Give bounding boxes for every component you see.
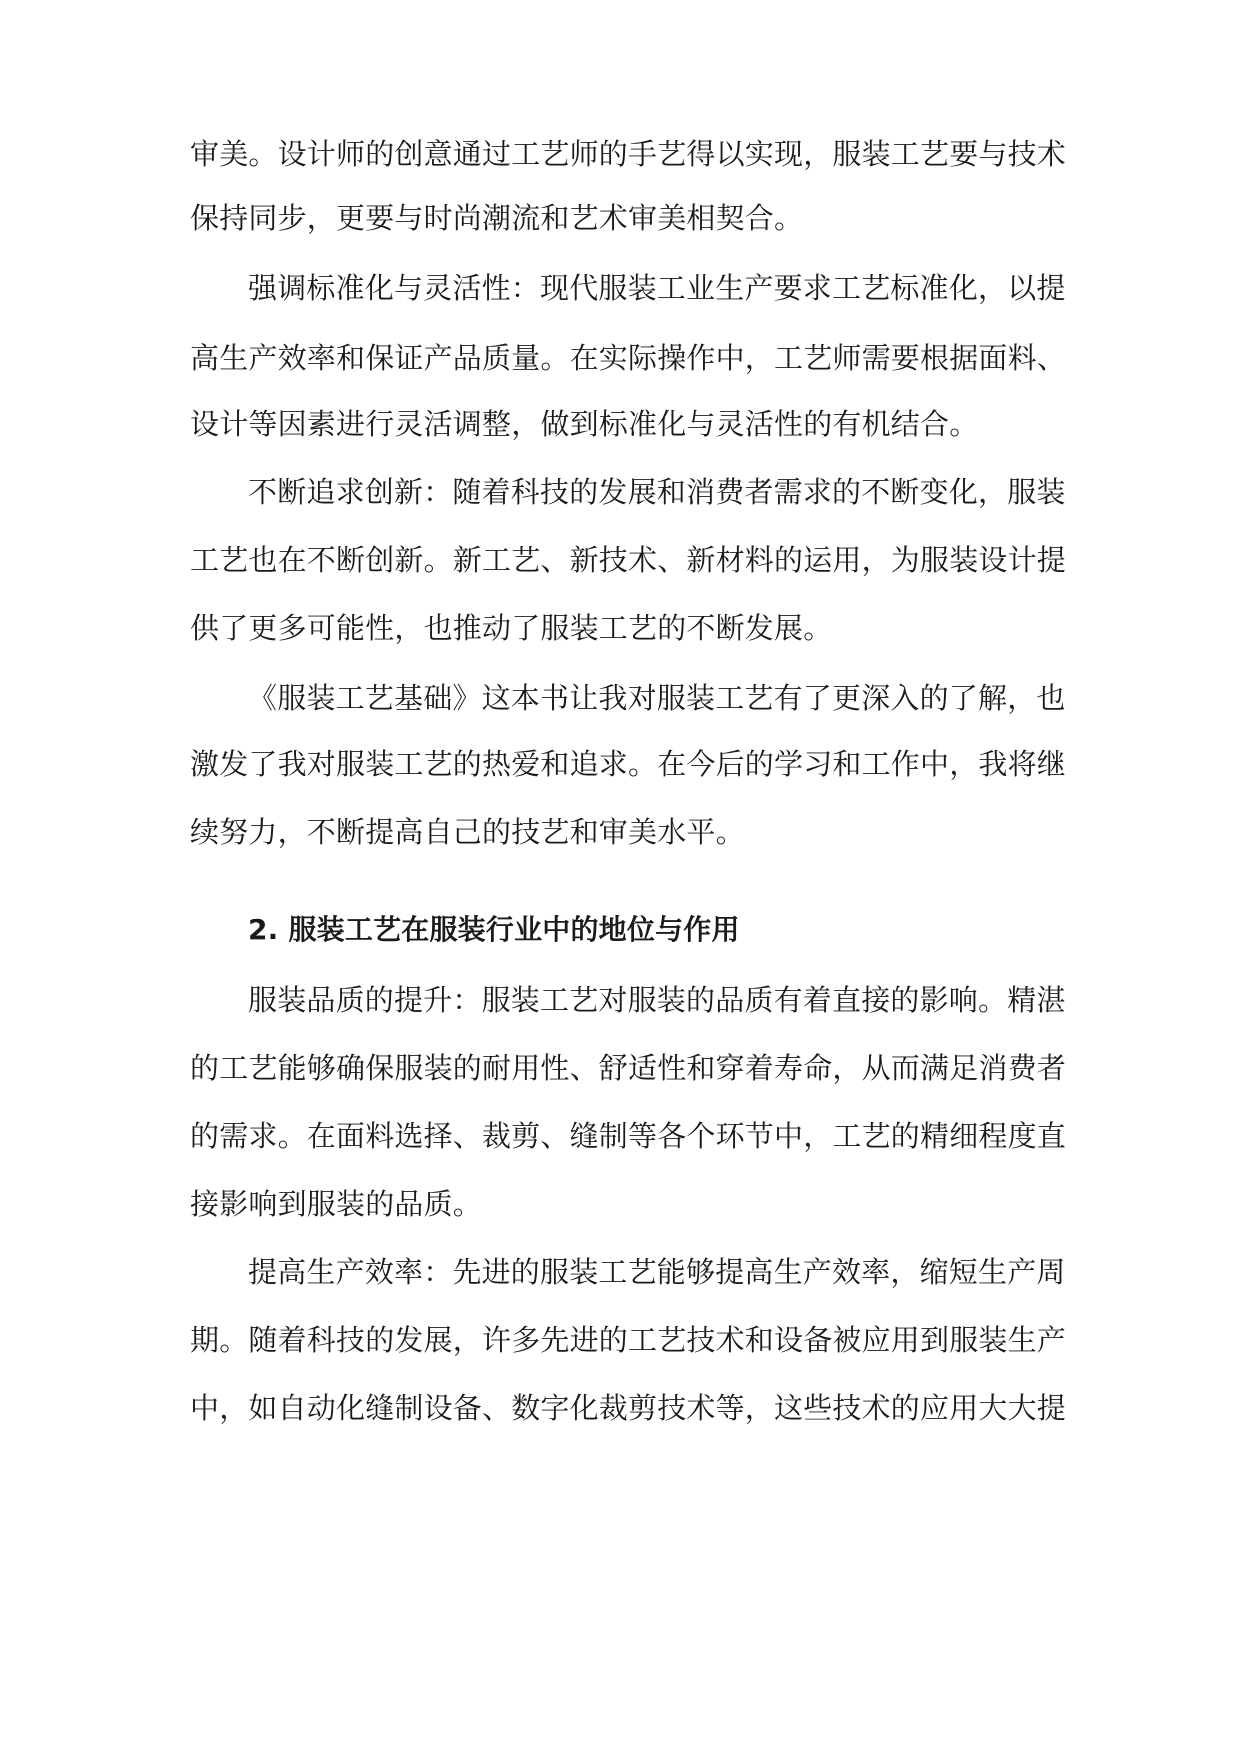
- paragraph-1-line-2: 保持同步，更要与时尚潮流和艺术审美相契合。: [190, 201, 804, 235]
- paragraph-6-line-1: 提高生产效率：先进的服装工艺能够提高生产效率，缩短生产周: [248, 1255, 1066, 1289]
- section-heading: 2. 服装工艺在服装行业中的地位与作用: [248, 913, 740, 946]
- paragraph-3-line-3: 供了更多可能性，也推动了服装工艺的不断发展。: [190, 611, 833, 645]
- paragraph-3-line-1: 不断追求创新：随着科技的发展和消费者需求的不断变化，服装: [248, 475, 1066, 509]
- paragraph-5-line-1: 服装品质的提升：服装工艺对服装的品质有着直接的影响。精湛: [248, 983, 1066, 1017]
- paragraph-4-line-2: 激发了我对服装工艺的热爱和追求。在今后的学习和工作中，我将继: [190, 747, 1067, 781]
- paragraph-5-line-2: 的工艺能够确保服装的耐用性、舒适性和穿着寿命，从而满足消费者: [190, 1051, 1067, 1085]
- paragraph-1-line-1: 审美。设计师的创意通过工艺师的手艺得以实现，服装工艺要与技术: [190, 137, 1067, 171]
- paragraph-2-line-1: 强调标准化与灵活性：现代服装工业生产要求工艺标准化，以提: [248, 271, 1066, 305]
- paragraph-4-line-1: 《服装工艺基础》这本书让我对服装工艺有了更深入的了解，也: [248, 681, 1066, 715]
- paragraph-6-line-2: 期。随着科技的发展，许多先进的工艺技术和设备被应用到服装生产: [190, 1323, 1067, 1357]
- paragraph-2-line-2: 高生产效率和保证产品质量。在实际操作中，工艺师需要根据面料、: [190, 341, 1067, 375]
- paragraph-6-line-3: 中，如自动化缝制设备、数字化裁剪技术等，这些技术的应用大大提: [190, 1391, 1067, 1425]
- paragraph-4-line-3: 续努力，不断提高自己的技艺和审美水平。: [190, 815, 745, 849]
- paragraph-5-line-3: 的需求。在面料选择、裁剪、缝制等各个环节中，工艺的精细程度直: [190, 1119, 1067, 1153]
- paragraph-5-line-4: 接影响到服装的品质。: [190, 1187, 483, 1221]
- paragraph-3-line-2: 工艺也在不断创新。新工艺、新技术、新材料的运用，为服装设计提: [190, 543, 1067, 577]
- paragraph-2-line-3: 设计等因素进行灵活调整，做到标准化与灵活性的有机结合。: [190, 407, 979, 441]
